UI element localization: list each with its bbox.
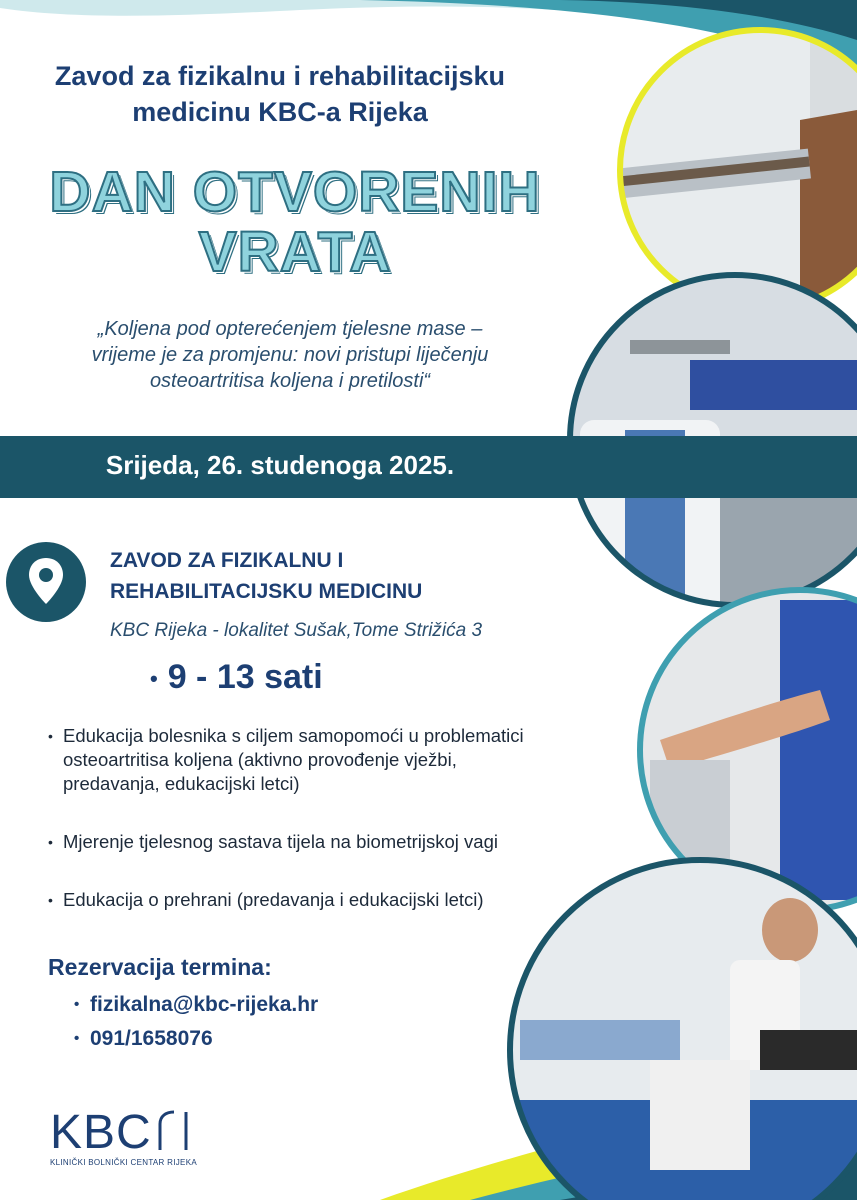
quote-line-1: „Koljena pod opterećenjem tjelesne mase – [97,318,483,340]
venue-name-line-2: REHABILITACIJSKU MEDICINU [110,580,423,603]
venue-address: KBC Rijeka - lokalitet Sušak,Tome Strižića 3 [110,620,483,641]
activity-line: • Edukacija o prehrani (predavanja i edukacijski letci) [63,889,484,910]
institution-header [0,58,560,130]
quote-line-3: osteoartritisa koljena i pretilosti“ [149,370,431,392]
quote-line-2: vrijeme je za promjenu: novi pristupi liječenju [91,344,489,366]
ri-logo-mark-icon [154,1108,204,1152]
contact-email[interactable]: • fizikalna@kbc-rijeka.hr [74,988,318,1022]
bullet-icon: • [150,666,158,692]
header-line-1: Zavod za fizikalnu i rehabilitacijsku [54,61,506,91]
activity-line: • Edukacija bolesnika s ciljem samopomoći u problematici [63,725,524,746]
contact-list [74,988,318,1056]
list-item [48,830,608,854]
event-theme-quote [20,316,560,394]
location-pin-icon [6,542,86,622]
header-line-2: medicinu KBC-a Rijeka [132,97,428,127]
contact-phone[interactable]: • 091/1658076 [74,1022,318,1056]
list-item [48,888,608,912]
title-line-1: DAN OTVORENIH [49,160,541,224]
reservation-title: Rezervacija termina: [48,954,272,980]
kbc-logo [50,1108,204,1158]
venue-name-line-1: ZAVOD ZA FIZIKALNU I [110,549,344,572]
title-line-2: VRATA [198,220,392,284]
logo-subtitle: KLINIČKI BOLNIČKI CENTAR RIJEKA [50,1158,197,1167]
event-title [0,162,590,282]
activities-list [48,724,608,946]
time-text: 9 - 13 sati [167,658,323,696]
event-date: Srijeda, 26. studenoga 2025. [105,450,455,480]
event-time [150,656,323,700]
logo-text: KBC [50,1106,152,1159]
activity-line: • Mjerenje tjelesnog sastava tijela na biometrijskoj vagi [63,831,498,852]
activity-line: osteoartritisa koljena (aktivno provođenje vježbi, [63,749,457,770]
list-item [48,724,608,796]
activity-line: predavanja, edukacijski letci) [63,773,300,794]
